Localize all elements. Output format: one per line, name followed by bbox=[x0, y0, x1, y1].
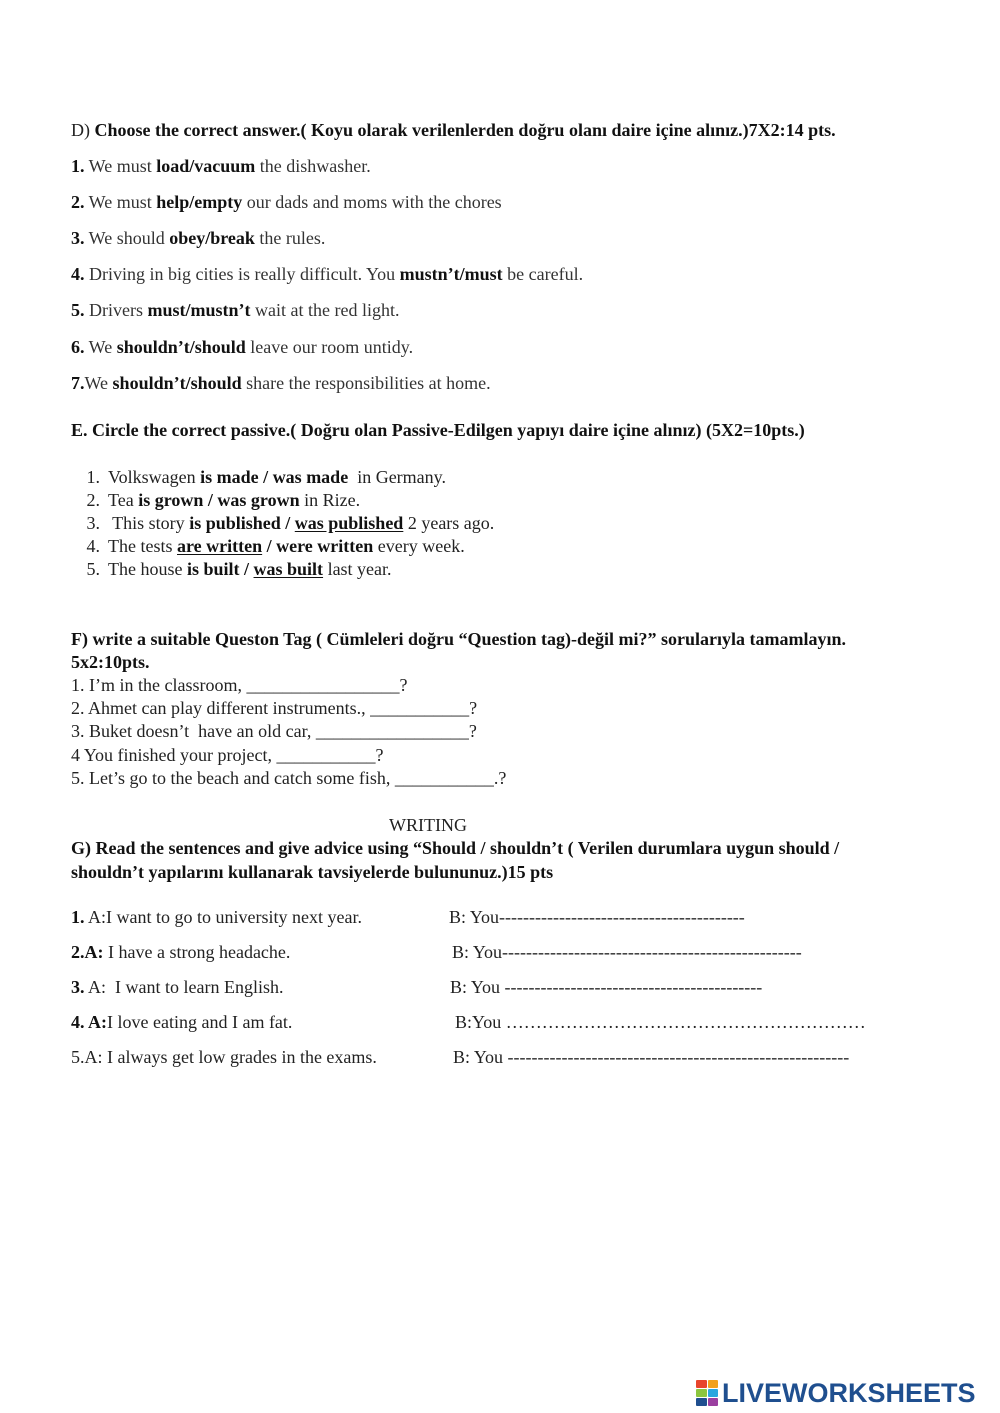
option-separator: / bbox=[262, 536, 277, 556]
item-text: last year. bbox=[323, 559, 392, 579]
advice-item-a bbox=[71, 976, 283, 998]
passive-option[interactable]: was built bbox=[253, 559, 324, 579]
advice-answer-field[interactable]: B:You …………………………………………………… bbox=[455, 1012, 866, 1032]
item-text: every week. bbox=[373, 536, 465, 556]
item-text: leave our room untidy. bbox=[245, 337, 414, 357]
question-tag-item[interactable]: 5. Let’s go to the beach and catch some fish, ___________.? bbox=[71, 768, 507, 788]
option-separator: / bbox=[258, 467, 273, 487]
item-text: Driving in big cities is really difficult. You bbox=[84, 264, 400, 284]
item-text: 2 years ago. bbox=[403, 513, 495, 533]
liveworksheets-logo-text: LIVEWORKSHEETS bbox=[722, 1377, 976, 1408]
advice-item-a bbox=[71, 1011, 292, 1033]
passive-option[interactable]: is published bbox=[189, 513, 281, 533]
advice-item-a bbox=[71, 1046, 377, 1068]
advice-answer-field[interactable]: B: You --------------------------------------------------------- bbox=[453, 1047, 850, 1067]
section-d-item[interactable] bbox=[71, 336, 413, 358]
answer-options[interactable]: shouldn’t/should bbox=[116, 337, 246, 357]
item-text: We should bbox=[84, 228, 170, 248]
section-f-points: 5x2:10pts. bbox=[71, 652, 150, 672]
section-e-title: E. Circle the correct passive.( Doğru olan Passive-Edilgen yapıyı daire içine alınız) (5X2=10pts.) bbox=[71, 420, 805, 440]
section-f-title: F) write a suitable Queston Tag ( Cümleleri doğru “Question tag)-değil mi?” sorularıyla tamamlayın. bbox=[71, 629, 846, 649]
section-d-item[interactable] bbox=[71, 155, 371, 177]
advice-item-a bbox=[71, 906, 362, 928]
liveworksheets-logo bbox=[696, 1378, 976, 1408]
section-g-subtitle: shouldn’t yapılarını kullanarak tavsiyelerde bulununuz.)15 pts bbox=[71, 862, 554, 882]
passive-option[interactable]: are written bbox=[177, 536, 263, 556]
item-number: 4. bbox=[71, 264, 85, 284]
section-d-item[interactable] bbox=[71, 191, 502, 213]
advice-answer-field[interactable]: B: You ------------------------------------------- bbox=[450, 977, 763, 997]
item-text: Tea bbox=[108, 490, 139, 510]
section-d-item[interactable] bbox=[71, 372, 491, 394]
passive-option[interactable]: is made bbox=[200, 467, 259, 487]
item-text: our dads and moms with the chores bbox=[242, 192, 502, 212]
item-number: 2. bbox=[86, 490, 100, 510]
item-number: 1. bbox=[71, 156, 85, 176]
section-e-item[interactable] bbox=[68, 466, 446, 488]
question-tag-item[interactable]: 3. Buket doesn’t have an old car, _________________? bbox=[71, 721, 477, 741]
item-number: 5. bbox=[86, 559, 100, 579]
item-text: I love eating and I am fat. bbox=[107, 1012, 293, 1032]
passive-option[interactable]: was grown bbox=[217, 490, 300, 510]
item-number: 4. bbox=[86, 536, 100, 556]
section-d-item[interactable] bbox=[71, 299, 399, 321]
question-tag-item[interactable]: 4 You finished your project, ___________? bbox=[71, 745, 384, 765]
option-separator: / bbox=[239, 559, 254, 579]
item-number: 6. bbox=[71, 337, 85, 357]
section-d-item[interactable] bbox=[71, 263, 583, 285]
item-text: be careful. bbox=[502, 264, 584, 284]
item-text: A: I want to learn English. bbox=[84, 977, 284, 997]
passive-option[interactable]: was published bbox=[294, 513, 404, 533]
item-text: A:I want to go to university next year. bbox=[84, 907, 362, 927]
section-e-item[interactable] bbox=[68, 489, 360, 511]
item-text: We bbox=[84, 337, 117, 357]
item-number: 3. bbox=[86, 513, 100, 533]
section-d-item[interactable] bbox=[71, 227, 325, 249]
item-number: 3. bbox=[71, 977, 85, 997]
item-text: Volkswagen bbox=[108, 467, 201, 487]
liveworksheets-logo-icon bbox=[696, 1380, 718, 1406]
item-text: The house bbox=[108, 559, 187, 579]
item-text: in Rize. bbox=[299, 490, 361, 510]
section-g-title: G) Read the sentences and give advice using “Should / shouldn’t ( Verilen durumlara uygun should / bbox=[71, 838, 840, 858]
answer-options[interactable]: load/vacuum bbox=[156, 156, 256, 176]
answer-options[interactable]: must/mustn’t bbox=[147, 300, 251, 320]
item-text: the rules. bbox=[254, 228, 326, 248]
item-text: in Germany. bbox=[348, 467, 446, 487]
item-text: Drivers bbox=[84, 300, 148, 320]
item-text: wait at the red light. bbox=[250, 300, 400, 320]
writing-heading: WRITING bbox=[389, 815, 467, 835]
answer-options[interactable]: mustn’t/must bbox=[399, 264, 503, 284]
section-e-item[interactable] bbox=[68, 558, 392, 580]
item-text: share the responsibilities at home. bbox=[241, 373, 491, 393]
section-d-heading bbox=[71, 119, 836, 141]
passive-option[interactable]: were written bbox=[276, 536, 374, 556]
item-text: We must bbox=[84, 192, 157, 212]
option-separator: / bbox=[280, 513, 295, 533]
question-tag-item[interactable]: 1. I’m in the classroom, _________________? bbox=[71, 675, 408, 695]
section-e-item[interactable] bbox=[68, 535, 465, 557]
question-tag-item[interactable]: 2. Ahmet can play different instruments., ___________? bbox=[71, 698, 478, 718]
item-number: 4. A: bbox=[71, 1012, 107, 1032]
section-e-item[interactable] bbox=[68, 512, 494, 534]
advice-answer-field[interactable]: B: You----------------------------------------- bbox=[449, 907, 745, 927]
item-number: 1. bbox=[86, 467, 100, 487]
answer-options[interactable]: obey/break bbox=[169, 228, 255, 248]
item-text: We bbox=[84, 373, 113, 393]
item-text: the dishwasher. bbox=[255, 156, 371, 176]
item-number: 3. bbox=[71, 228, 85, 248]
answer-options[interactable]: help/empty bbox=[156, 192, 243, 212]
item-number: 2.A: bbox=[71, 942, 104, 962]
answer-options[interactable]: shouldn’t/should bbox=[112, 373, 242, 393]
item-text: I have a strong headache. bbox=[103, 942, 291, 962]
item-text: We must bbox=[84, 156, 157, 176]
passive-option[interactable]: is built bbox=[186, 559, 240, 579]
item-number: 7. bbox=[71, 373, 85, 393]
section-d-letter: D) bbox=[71, 120, 95, 140]
item-number: 5. bbox=[71, 300, 85, 320]
item-text: This story bbox=[108, 513, 190, 533]
advice-answer-field[interactable]: B: You-------------------------------------------------- bbox=[452, 942, 802, 962]
option-separator: / bbox=[203, 490, 218, 510]
passive-option[interactable]: is grown bbox=[138, 490, 204, 510]
item-text: 5.A: I always get low grades in the exams. bbox=[71, 1047, 377, 1067]
item-number: 2. bbox=[71, 192, 85, 212]
item-number: 1. bbox=[71, 907, 85, 927]
passive-option[interactable]: was made bbox=[272, 467, 349, 487]
item-text: The tests bbox=[108, 536, 177, 556]
section-d-title: Choose the correct answer.( Koyu olarak verilenlerden doğru olanı daire içine alınız.)7X2:14 pts. bbox=[94, 120, 836, 140]
advice-item-a bbox=[71, 941, 290, 963]
